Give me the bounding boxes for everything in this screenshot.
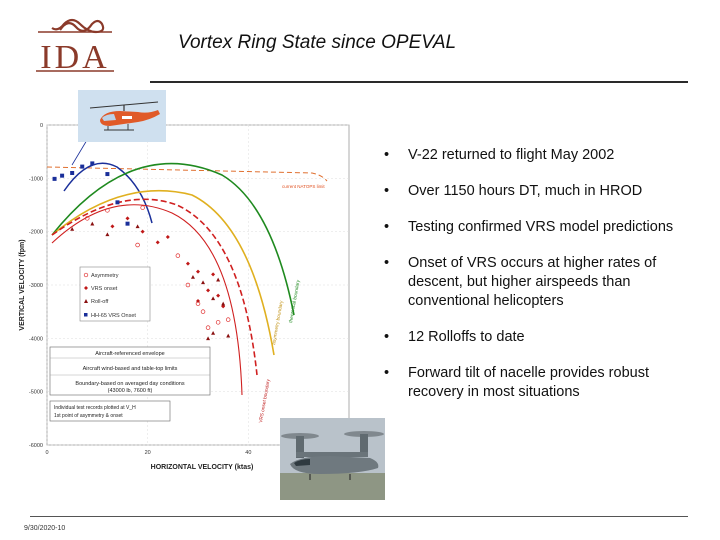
bullet-item xyxy=(380,328,700,347)
bullet-dot: • xyxy=(384,183,390,199)
bullet-text: Forward tilt of nacelle provides robust recovery in most situations xyxy=(408,365,649,400)
info-box xyxy=(50,347,210,395)
bullet-list xyxy=(380,146,700,402)
helicopter-image xyxy=(78,90,166,142)
bullet-dot: • xyxy=(384,329,390,345)
logo-text: IDA xyxy=(40,39,110,75)
legend-hh65-marker xyxy=(84,313,88,317)
bullet-dot: • xyxy=(384,365,390,381)
bullet-dot: • xyxy=(384,147,390,163)
footer-date: 9/30/2020-10 xyxy=(24,525,66,532)
x-axis-label: HORIZONTAL VELOCITY (ktas) xyxy=(150,464,254,471)
legend-asymmetry: Asymmetry xyxy=(91,273,119,279)
v22-osprey-image xyxy=(280,418,385,500)
legend-vrs-onset: VRS onset xyxy=(91,286,118,292)
footer-divider xyxy=(30,516,688,517)
bullet-item xyxy=(380,182,700,201)
y-tick-label: -2000 xyxy=(28,229,43,236)
bullet-text: Onset of VRS occurs at higher rates of descent, but higher airspeeds than conventional helicopters xyxy=(408,255,657,309)
point-hh-65-vrs-onset xyxy=(80,165,84,169)
note-box xyxy=(50,401,170,421)
bullet-item xyxy=(380,218,700,237)
bullet-text: Over 1150 hours DT, much in HROD xyxy=(408,183,643,199)
bullet-text: 12 Rolloffs to date xyxy=(408,329,525,345)
legend xyxy=(80,267,150,321)
annotation-vrs: VRS onset boundary xyxy=(259,378,272,424)
note-line-2: 1st point of asymmetry & onset xyxy=(54,413,123,419)
y-axis-label: VERTICAL VELOCITY (fpm) xyxy=(19,239,26,331)
point-hh-65-vrs-onset xyxy=(115,200,119,204)
note-line-1: Individual test records plotted at V_H xyxy=(54,405,136,411)
y-tick-label: 0 xyxy=(39,123,43,129)
y-tick-label: -4000 xyxy=(28,336,43,343)
bullet-text: V-22 returned to flight May 2002 xyxy=(408,147,615,163)
annotation-theoretical: theoretical boundary xyxy=(289,279,302,324)
point-hh-65-vrs-onset xyxy=(90,161,94,165)
bullet-dot: • xyxy=(384,219,390,235)
y-tick-label: -3000 xyxy=(28,283,43,289)
y-tick-label: -6000 xyxy=(28,443,43,449)
x-tick-label: 0 xyxy=(45,450,49,456)
bullet-item xyxy=(380,254,700,311)
bullet-text: Testing confirmed VRS model predictions xyxy=(408,219,674,235)
x-tick-label: 40 xyxy=(245,450,252,456)
info-box-line-4: (43000 lb, 7600 ft) xyxy=(107,388,153,394)
annotation-asymmetry: asymmetry boundary xyxy=(272,300,285,346)
x-tick-label: 20 xyxy=(144,450,151,456)
y-tick-label: -1000 xyxy=(28,176,43,183)
point-hh-65-vrs-onset xyxy=(53,177,57,181)
info-box-line-3: Boundary-based on averaged day conditions xyxy=(75,381,185,387)
info-box-line-1: Aircraft-referenced envelope xyxy=(95,351,165,357)
point-hh-65-vrs-onset xyxy=(126,222,130,226)
bullet-dot: • xyxy=(384,255,390,271)
legend-hh65: HH-65 VRS Onset xyxy=(91,313,136,319)
point-hh-65-vrs-onset xyxy=(70,171,74,175)
point-hh-65-vrs-onset xyxy=(60,174,64,178)
bullet-item xyxy=(380,364,700,402)
title-divider xyxy=(150,81,688,83)
ida-logo xyxy=(30,10,120,75)
legend-rolloff: Roll-off xyxy=(91,299,109,305)
annotation-current-limit: current NATOPS limit xyxy=(282,184,325,189)
y-tick-label: -5000 xyxy=(28,389,43,396)
info-box-line-2: Aircraft wind-based and table-top limits xyxy=(82,366,178,372)
point-hh-65-vrs-onset xyxy=(105,172,109,176)
page-title: Vortex Ring State since OPEVAL xyxy=(178,32,457,53)
bullet-item xyxy=(380,146,700,165)
